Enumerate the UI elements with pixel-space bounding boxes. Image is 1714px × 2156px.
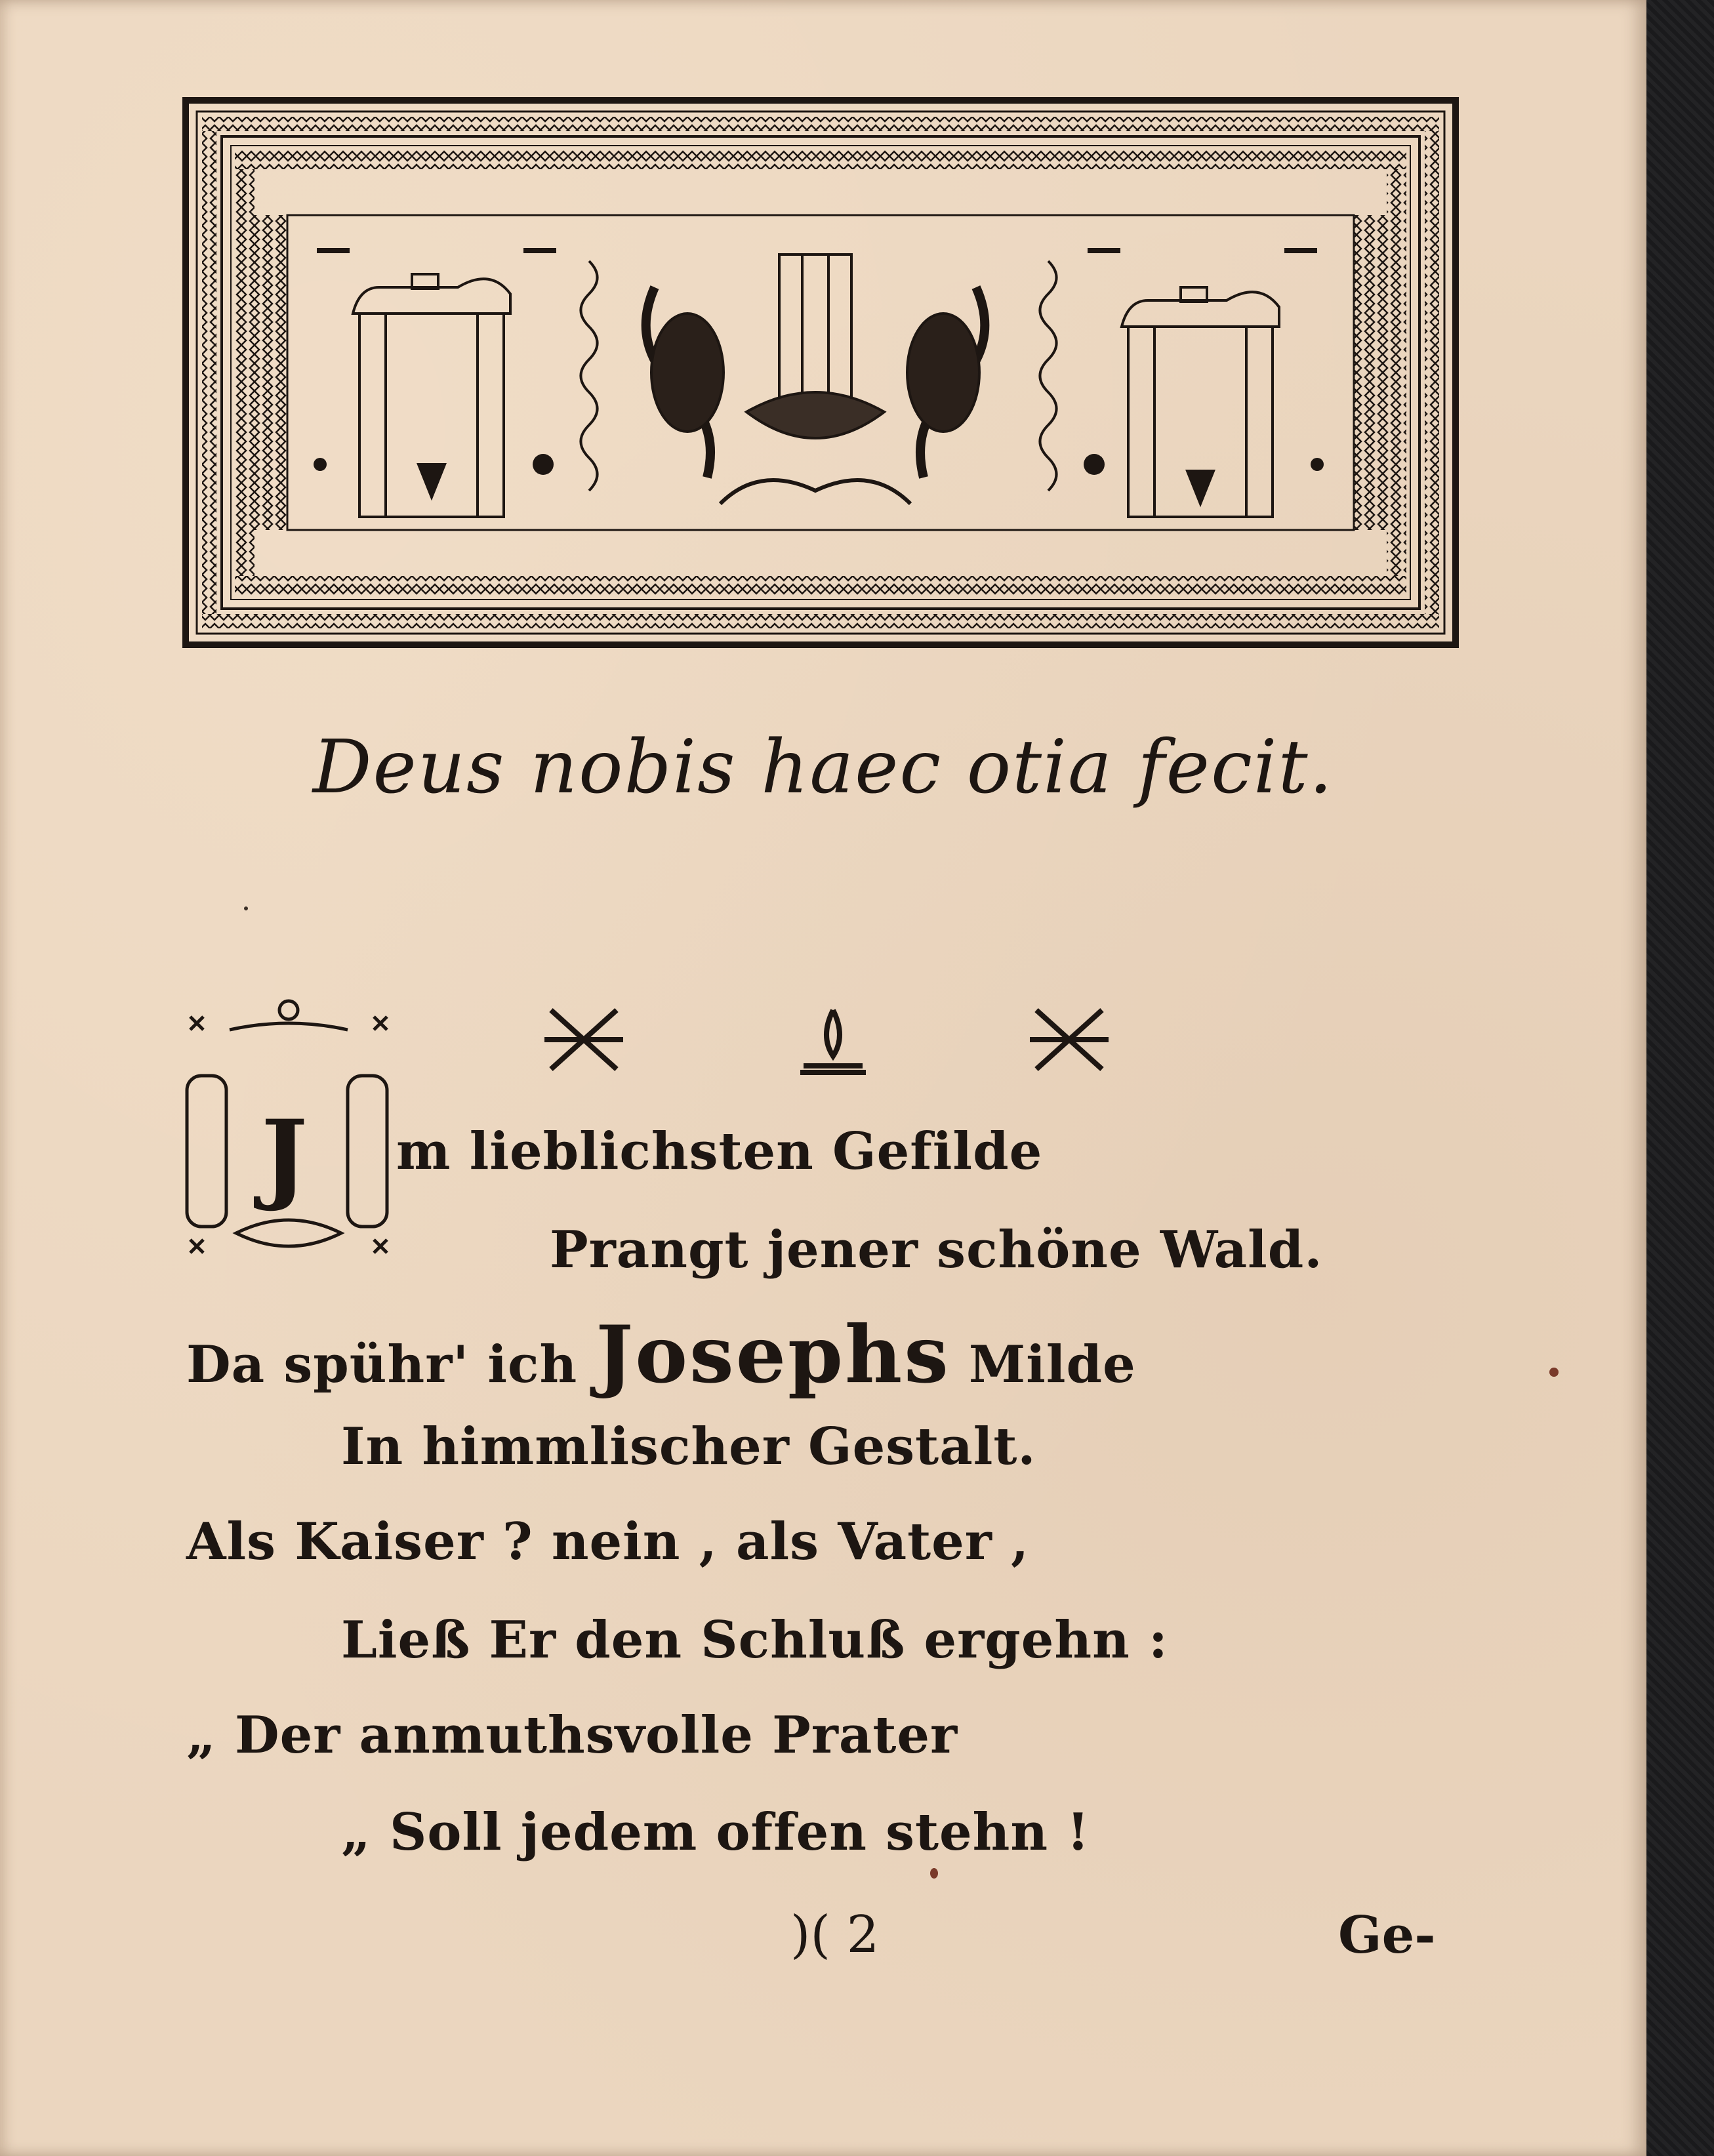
verse-text: Ließ Er den Schluß ergehn :	[341, 1610, 1168, 1670]
verse-text: In himmlischer Gestalt.	[341, 1417, 1036, 1476]
verse-text: Prangt jener schöne Wald.	[550, 1220, 1323, 1280]
verse-text: „ Soll jedem offen stehn !	[341, 1802, 1090, 1862]
verse-line-7	[186, 1705, 958, 1765]
verse-line-3	[186, 1309, 1136, 1401]
verse-text: „ Der anmuthsvolle Prater	[186, 1705, 958, 1765]
verse-text: Milde	[950, 1335, 1136, 1394]
book-binding	[1642, 0, 1714, 2156]
verse-line-6	[341, 1610, 1168, 1670]
verse-line-2	[550, 1220, 1322, 1280]
signature-mark: )( 2	[790, 1905, 880, 1964]
paper-stain	[244, 906, 248, 910]
decorative-initial	[184, 990, 407, 1272]
catchword: Ge-	[1338, 1905, 1436, 1965]
verse-line-8	[341, 1802, 1090, 1862]
verse-line-4	[341, 1417, 1036, 1476]
verse-text: Als Kaiser ? nein , als Vater ,	[186, 1512, 1030, 1572]
ornament-row	[538, 997, 1128, 1082]
paper-stain	[930, 1868, 938, 1879]
headpiece-ornament	[182, 97, 1459, 648]
paper-stain	[1549, 1368, 1559, 1377]
verse-line-1	[396, 1122, 1042, 1181]
emphasized-name: Josephs	[596, 1309, 950, 1401]
verse-line-5	[186, 1512, 1029, 1572]
initial-letter: J	[261, 1099, 308, 1214]
verse-text: Da spühr' ich	[186, 1335, 596, 1394]
verse-text: m lieblichsten Gefilde	[396, 1122, 1043, 1181]
motto: Deus nobis haec otia fecit.	[312, 725, 1334, 810]
